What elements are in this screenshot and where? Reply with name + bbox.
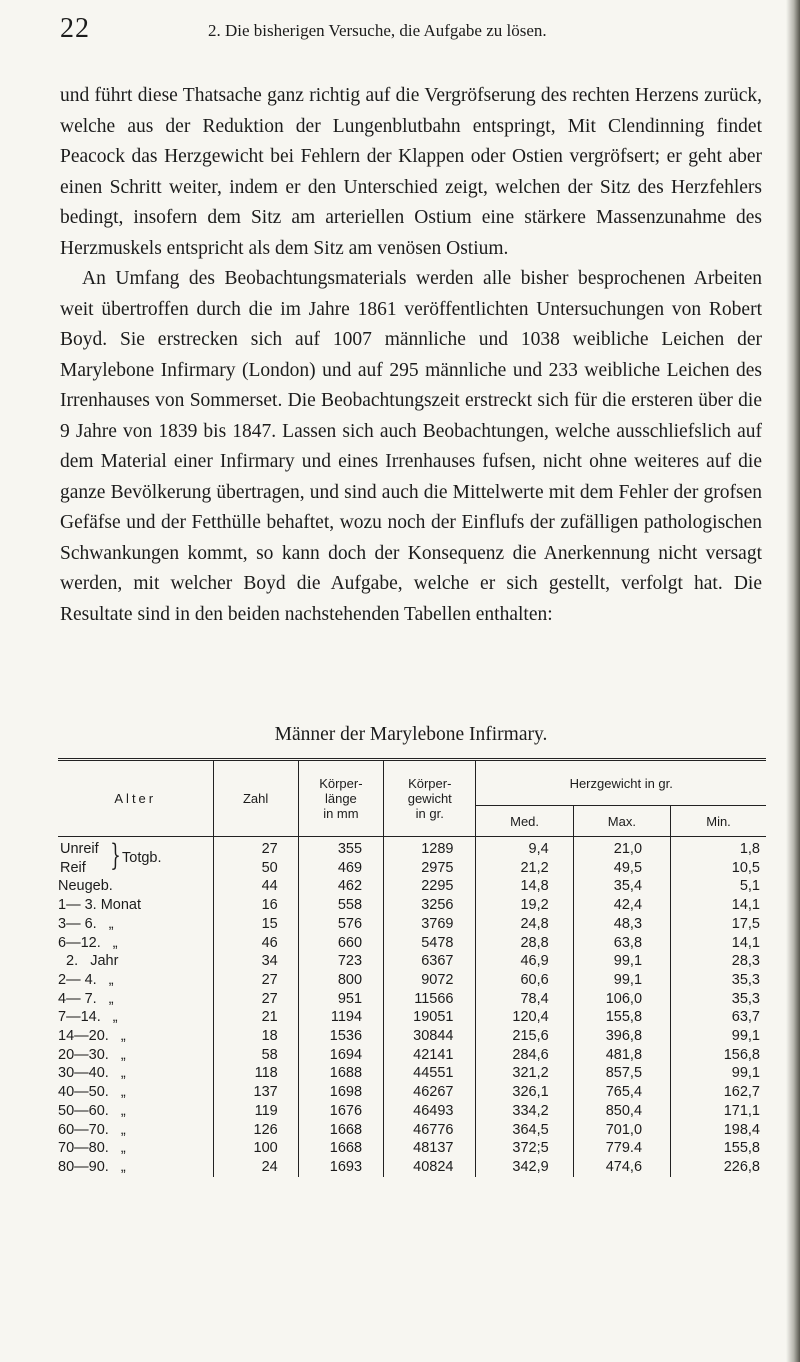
table-row [58,859,766,878]
age-cell: Neugeb. [58,878,113,895]
header-med: Med. [476,806,573,837]
age-cell: 1— 3. Monat [58,897,142,914]
length-cell: 1194 [298,1008,383,1027]
min-cell: 99,1 [671,1027,766,1046]
median-cell: 14,8 [476,877,573,896]
min-cell: 35,3 [671,971,766,990]
median-cell: 78,4 [476,990,573,1009]
median-cell: 372;5 [476,1139,573,1158]
length-cell: 1694 [298,1046,383,1065]
body-text [60,81,762,630]
length-cell: 800 [298,971,383,990]
median-cell: 334,2 [476,1102,573,1121]
max-cell: 850,4 [573,1102,670,1121]
age-cell: 2— 4. „ [58,971,114,988]
count-cell: 18 [213,1027,298,1046]
weight-cell: 6367 [384,952,476,971]
table-row [58,1046,766,1065]
page-edge-shadow [786,0,800,1362]
weight-cell: 2295 [384,877,476,896]
table-row [58,1064,766,1083]
min-cell: 35,3 [671,990,766,1009]
max-cell: 155,8 [573,1008,670,1027]
weight-cell: 3256 [384,896,476,915]
table-row [58,934,766,953]
length-cell: 1693 [298,1158,383,1177]
length-cell: 1668 [298,1139,383,1158]
age-cell: 14—20. „ [58,1028,126,1045]
length-cell: 1676 [298,1102,383,1121]
max-cell: 49,5 [573,859,670,878]
length-cell: 462 [298,877,383,896]
length-cell: 576 [298,915,383,934]
table-row [58,1027,766,1046]
table-row [58,877,766,896]
max-cell: 779.4 [573,1139,670,1158]
max-cell: 99,1 [573,952,670,971]
weight-cell: 46493 [384,1102,476,1121]
count-cell: 27 [213,837,298,859]
max-cell: 481,8 [573,1046,670,1065]
weight-cell: 2975 [384,859,476,878]
min-cell: 63,7 [671,1008,766,1027]
totgb-brace: } [110,838,121,873]
min-cell: 1,8 [671,837,766,859]
median-cell: 19,2 [476,896,573,915]
table-row [58,896,766,915]
median-cell: 46,9 [476,952,573,971]
count-cell: 34 [213,952,298,971]
median-cell: 9,4 [476,837,573,859]
min-cell: 14,1 [671,896,766,915]
weight-cell: 40824 [384,1158,476,1177]
page-header [60,14,760,44]
age-cell: 2. Jahr [58,953,119,970]
table-row [58,837,766,859]
weight-cell: 42141 [384,1046,476,1065]
count-cell: 44 [213,877,298,896]
weight-cell: 46776 [384,1121,476,1140]
weight-cell: 11566 [384,990,476,1009]
table-row [58,1158,766,1177]
min-cell: 156,8 [671,1046,766,1065]
header-alter: Alter [58,760,213,837]
min-cell: 171,1 [671,1102,766,1121]
max-cell: 99,1 [573,971,670,990]
max-cell: 63,8 [573,934,670,953]
weight-cell: 5478 [384,934,476,953]
table-row [58,971,766,990]
min-cell: 162,7 [671,1083,766,1102]
min-cell: 5,1 [671,877,766,896]
age-cell: 50—60. „ [58,1102,126,1119]
max-cell: 396,8 [573,1027,670,1046]
age-cell: 70—80. „ [58,1140,126,1157]
count-cell: 24 [213,1158,298,1177]
weight-cell: 1289 [384,837,476,859]
table-row [58,1139,766,1158]
count-cell: 27 [213,990,298,1009]
length-cell: 469 [298,859,383,878]
weight-cell: 3769 [384,915,476,934]
table-title: Männer der Marylebone Infirmary. [274,724,548,745]
max-cell: 42,4 [573,896,670,915]
table-row [58,915,766,934]
count-cell: 118 [213,1064,298,1083]
weight-cell: 19051 [384,1008,476,1027]
length-cell: 558 [298,896,383,915]
length-cell: 660 [298,934,383,953]
age-cell: 4— 7. „ [58,990,114,1007]
count-cell: 46 [213,934,298,953]
age-cell: Unreif } Totgb. [60,838,162,873]
page-number: 22 [60,13,90,44]
table-row [58,952,766,971]
count-cell: 58 [213,1046,298,1065]
header-herzgewicht: Herzgewicht in gr. [476,760,766,806]
header-koerperlaenge: Körper- länge in mm [298,760,383,837]
count-cell: 126 [213,1121,298,1140]
median-cell: 120,4 [476,1008,573,1027]
age-cell: 20—30. „ [58,1046,126,1063]
median-cell: 326,1 [476,1083,573,1102]
max-cell: 35,4 [573,877,670,896]
count-cell: 100 [213,1139,298,1158]
max-cell: 765,4 [573,1083,670,1102]
max-cell: 857,5 [573,1064,670,1083]
paragraph-2: An Umfang des Beobachtungsmaterials werden alle bisher besprochenen Arbeiten weit übertroffen durch die im Jahre 1861 veröffentlichten Untersuchungen von Robert Boyd. Sie erstrecken sich auf 1007 männliche und 1038 weibliche Leichen der Marylebone Infirmary (London) und auf 295 männliche und 233 weibliche Leichen des Irrenhauses von Sommerset. Die Beobachtungszeit erstreckt sich für die ersteren über die 9 Jahre von 1839 bis 1847. Lassen sich auch Beobachtungen, welche ausschliefslich auf dem Material einer Infirmary und eines Irrenhauses fufsen, nicht ohne weiteres auf die ganze Bevölkerung übertragen, und sind auch die Mittelwerte mit dem Fehler der grofsen Gefäfse und der Fetthülle behaftet, wozu noch der Einflufs der zufälligen pathologischen Schwankungen kommt, so kann doch der Konsequenz die Anerkennung nicht versagt werden, mit welcher Boyd die Aufgabe, welche er sich gestellt, verfolgt hat. Die Resultate sind in den beiden nachstehenden Tabellen enthalten: [60,268,762,625]
max-cell: 106,0 [573,990,670,1009]
age-cell: 60—70. „ [58,1121,126,1138]
paragraph-1: und führt diese Thatsache ganz richtig auf die Vergröfserung des rechten Herzens zurück, welche aus der Reduktion der Lungenblutbahn entspringt, Mit Clendinning findet Peacock das Herzgewicht bei Fehlern der Klappen oder Ostien vergröfsert; er geht aber einen Schritt weiter, indem er den Unterschied zeigt, welchen der Sitz des Herzfehlers bedingt, insofern dem Sitz am arteriellen Ostium eine stärkere Massenzunahme des Herzmuskels entspricht als dem Sitz am venösen Ostium. [60,85,762,259]
weight-cell: 48137 [384,1139,476,1158]
count-cell: 15 [213,915,298,934]
median-cell: 21,2 [476,859,573,878]
length-cell: 355 [298,837,383,859]
totgb-label: Totgb. [122,850,162,866]
min-cell: 28,3 [671,952,766,971]
median-cell: 342,9 [476,1158,573,1177]
min-cell: 14,1 [671,934,766,953]
median-cell: 28,8 [476,934,573,953]
max-cell: 21,0 [573,837,670,859]
length-cell: 951 [298,990,383,1009]
min-cell: 155,8 [671,1139,766,1158]
table-row [58,1083,766,1102]
table-row [58,1008,766,1027]
median-cell: 24,8 [476,915,573,934]
median-cell: 364,5 [476,1121,573,1140]
header-zahl: Zahl [213,760,298,837]
count-cell: 21 [213,1008,298,1027]
weight-cell: 44551 [384,1064,476,1083]
header-min: Min. [671,806,766,837]
max-cell: 474,6 [573,1158,670,1177]
header-koerpergewicht: Körper- gewicht in gr. [384,760,476,837]
length-cell: 1668 [298,1121,383,1140]
min-cell: 17,5 [671,915,766,934]
age-cell: 30—40. „ [58,1065,126,1082]
count-cell: 50 [213,859,298,878]
age-cell: 80—90. „ [58,1158,126,1175]
median-cell: 321,2 [476,1064,573,1083]
table-row [58,1121,766,1140]
length-cell: 723 [298,952,383,971]
count-cell: 119 [213,1102,298,1121]
age-cell: 6—12. „ [58,934,118,951]
count-cell: 137 [213,1083,298,1102]
count-cell: 27 [213,971,298,990]
table-row [58,1102,766,1121]
max-cell: 48,3 [573,915,670,934]
header-max: Max. [573,806,670,837]
age-cell: 3— 6. „ [58,915,114,932]
table-row [58,990,766,1009]
age-cell: Reif [60,859,86,876]
length-cell: 1688 [298,1064,383,1083]
length-cell: 1536 [298,1027,383,1046]
median-cell: 215,6 [476,1027,573,1046]
weight-cell: 30844 [384,1027,476,1046]
min-cell: 226,8 [671,1158,766,1177]
min-cell: 10,5 [671,859,766,878]
max-cell: 701,0 [573,1121,670,1140]
length-cell: 1698 [298,1083,383,1102]
min-cell: 99,1 [671,1064,766,1083]
min-cell: 198,4 [671,1121,766,1140]
heart-weight-table [58,758,766,1177]
weight-cell: 9072 [384,971,476,990]
running-title: 2. Die bisherigen Versuche, die Aufgabe zu lösen. [208,21,547,40]
age-cell: 40—50. „ [58,1084,126,1101]
median-cell: 284,6 [476,1046,573,1065]
age-cell: 7—14. „ [58,1009,118,1026]
weight-cell: 46267 [384,1083,476,1102]
count-cell: 16 [213,896,298,915]
median-cell: 60,6 [476,971,573,990]
